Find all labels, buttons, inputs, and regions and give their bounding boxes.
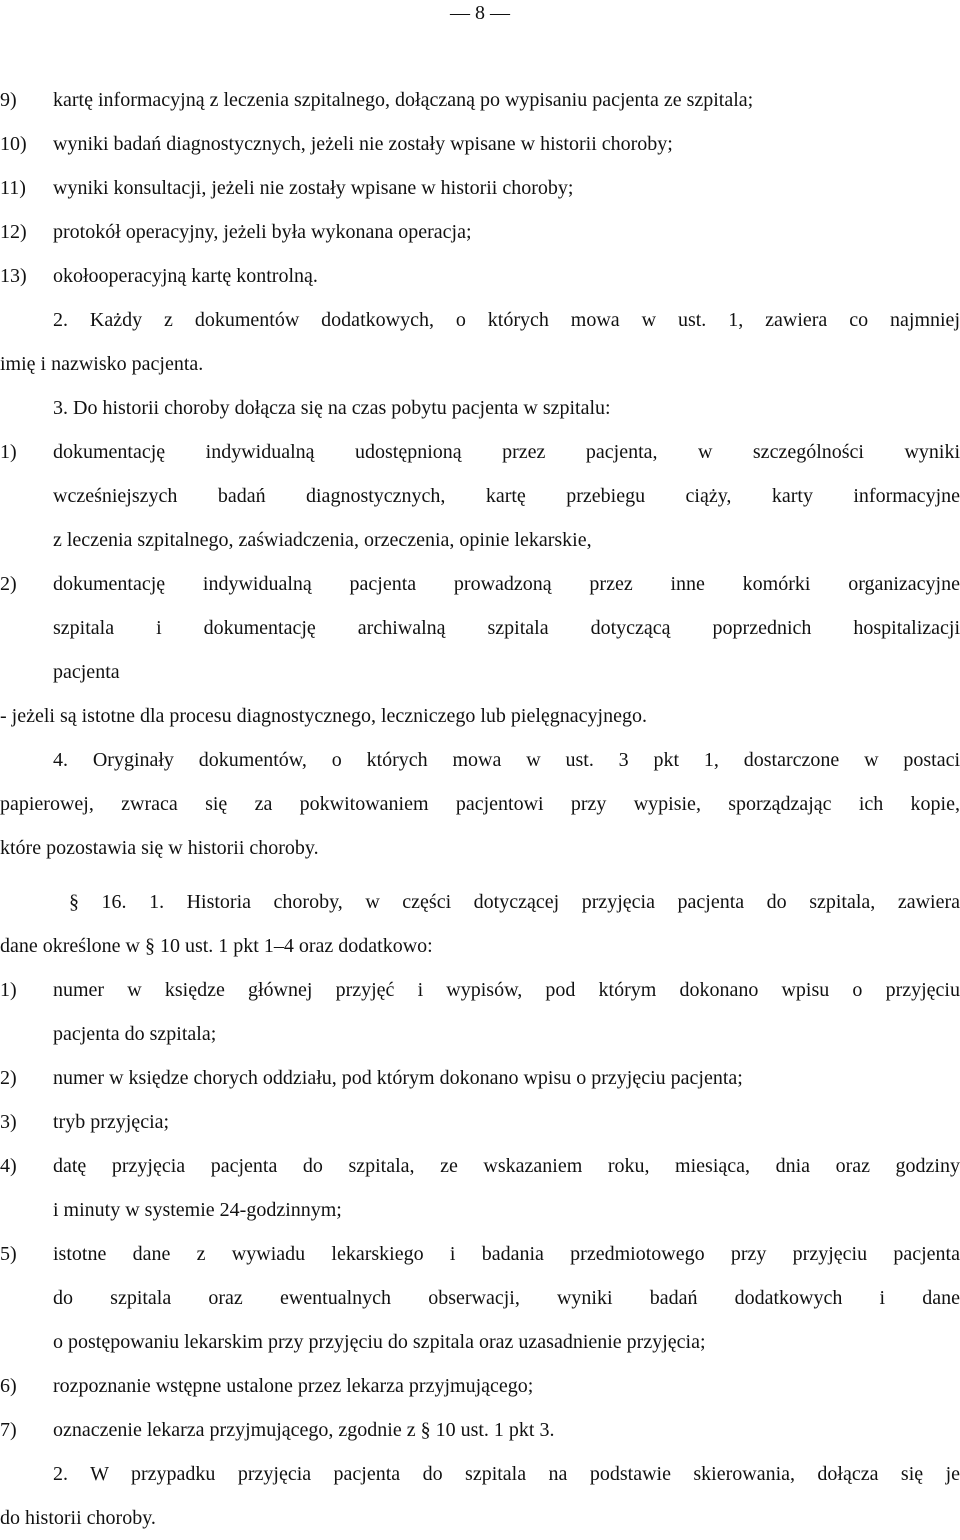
list-item-number: 11) — [0, 177, 26, 199]
list-item-number: 1) — [0, 441, 17, 463]
list-item-number: 2) — [0, 573, 17, 595]
list-item-continuation: o postępowaniu lekarskim przy przyjęciu do szpitala oraz uzasadnienie przyjęcia; — [53, 1331, 706, 1353]
list-item-text: protokół operacyjny, jeżeli była wykonana operacja; — [53, 221, 472, 243]
section-16-paragraph-2: do historii choroby. — [0, 1507, 156, 1529]
list-item-text: oznaczenie lekarza przyjmującego, zgodnie z § 10 ust. 1 pkt 3. — [53, 1419, 555, 1441]
paragraph-4-line: papierowej, zwraca się za pokwitowaniem pacjentowi przy wypisie, sporządzając ich kopie, — [0, 793, 960, 815]
list-item-number: 3) — [0, 1111, 17, 1133]
list-item-number: 7) — [0, 1419, 17, 1441]
list-item-number: 9) — [0, 89, 17, 111]
list-item-text: okołooperacyjną kartę kontrolną. — [53, 265, 318, 287]
list-item-number: 2) — [0, 1067, 17, 1089]
list-item-number: 6) — [0, 1375, 17, 1397]
list-item-number: 5) — [0, 1243, 17, 1265]
list-item-text: dokumentację indywidualną pacjenta prowadzoną przez inne komórki organizacyjne — [53, 573, 960, 595]
paragraph-2-line: 2. Każdy z dokumentów dodatkowych, o których mowa w ust. 1, zawiera co najmniej — [53, 309, 960, 331]
list-item-number: 13) — [0, 265, 27, 287]
list-item-number: 4) — [0, 1155, 17, 1177]
list-item-text: wyniki badań diagnostycznych, jeżeli nie zostały wpisane w historii choroby; — [53, 133, 673, 155]
paragraph-2-line: imię i nazwisko pacjenta. — [0, 353, 204, 375]
list-item — [0, 122, 960, 166]
section-16-line: dane określone w § 10 ust. 1 pkt 1–4 oraz dodatkowo: — [0, 935, 433, 957]
list-item-continuation: szpitala i dokumentację archiwalną szpitala dotyczącą poprzednich hospitalizacji — [53, 617, 960, 639]
list-item — [0, 166, 960, 210]
list-item — [0, 1364, 960, 1408]
list-item-text: kartę informacyjną z leczenia szpitalnego, dołączaną po wypisaniu pacjenta ze szpitala; — [53, 89, 754, 111]
section-16-paragraph-2: 2. W przypadku przyjęcia pacjenta do szpitala na podstawie skierowania, dołącza się je — [53, 1463, 960, 1485]
list-item-text: rozpoznanie wstępne ustalone przez lekarza przyjmującego; — [53, 1375, 534, 1397]
section-16-heading: § 16. 1. Historia choroby, w części dotyczącej przyjęcia pacjenta do szpitala, zawiera — [69, 891, 960, 913]
paragraph-3-intro: 3. Do historii choroby dołącza się na czas pobytu pacjenta w szpitalu: — [53, 397, 611, 419]
list-item-text: numer w księdze głównej przyjęć i wypisów, pod którym dokonano wpisu o przyjęciu — [53, 979, 960, 1001]
list-item — [0, 968, 960, 1012]
list-item-number: 10) — [0, 133, 27, 155]
list-item-text: istotne dane z wywiadu lekarskiego i badania przedmiotowego przy przyjęciu pacjenta — [53, 1243, 960, 1265]
list-item-continuation: i minuty w systemie 24-godzinnym; — [53, 1199, 342, 1221]
list-item-continuation: z leczenia szpitalnego, zaświadczenia, orzeczenia, opinie lekarskie, — [53, 529, 592, 551]
document-body — [0, 78, 960, 1540]
list-item — [0, 1408, 960, 1452]
list-item — [0, 430, 960, 474]
list-item — [0, 78, 960, 122]
list-item-continuation: pacjenta do szpitala; — [53, 1023, 217, 1045]
list-item — [0, 1056, 960, 1100]
list-item — [0, 1232, 960, 1276]
list-item — [0, 1100, 960, 1144]
list-item-text: wyniki konsultacji, jeżeli nie zostały wpisane w historii choroby; — [53, 177, 574, 199]
paragraph-4-line: 4. Oryginały dokumentów, o których mowa w ust. 3 pkt 1, dostarczone w postaci — [53, 749, 960, 771]
list-item — [0, 1144, 960, 1188]
list-item-text: tryb przyjęcia; — [53, 1111, 170, 1133]
list-item-continuation: wcześniejszych badań diagnostycznych, kartę przebiegu ciąży, karty informacyjne — [53, 485, 960, 507]
paragraph-4-line: które pozostawia się w historii choroby. — [0, 837, 319, 859]
list-item-text: datę przyjęcia pacjenta do szpitala, ze wskazaniem roku, miesiąca, dnia oraz godziny — [53, 1155, 960, 1177]
list-item-number: 12) — [0, 221, 27, 243]
list-item-text: numer w księdze chorych oddziału, pod którym dokonano wpisu o przyjęciu pacjenta; — [53, 1067, 743, 1089]
list-item-number: 1) — [0, 979, 17, 1001]
list-item — [0, 254, 960, 298]
paragraph-3-closing: - jeżeli są istotne dla procesu diagnostycznego, leczniczego lub pielęgnacyjnego. — [0, 705, 647, 727]
list-item-text: dokumentację indywidualną udostępnioną przez pacjenta, w szczególności wyniki — [53, 441, 960, 463]
page-number: — 8 — — [450, 2, 510, 24]
list-item-continuation: do szpitala oraz ewentualnych obserwacji, wyniki badań dodatkowych i dane — [53, 1287, 960, 1309]
list-item — [0, 562, 960, 606]
list-item-continuation: pacjenta — [53, 661, 120, 683]
list-item — [0, 210, 960, 254]
